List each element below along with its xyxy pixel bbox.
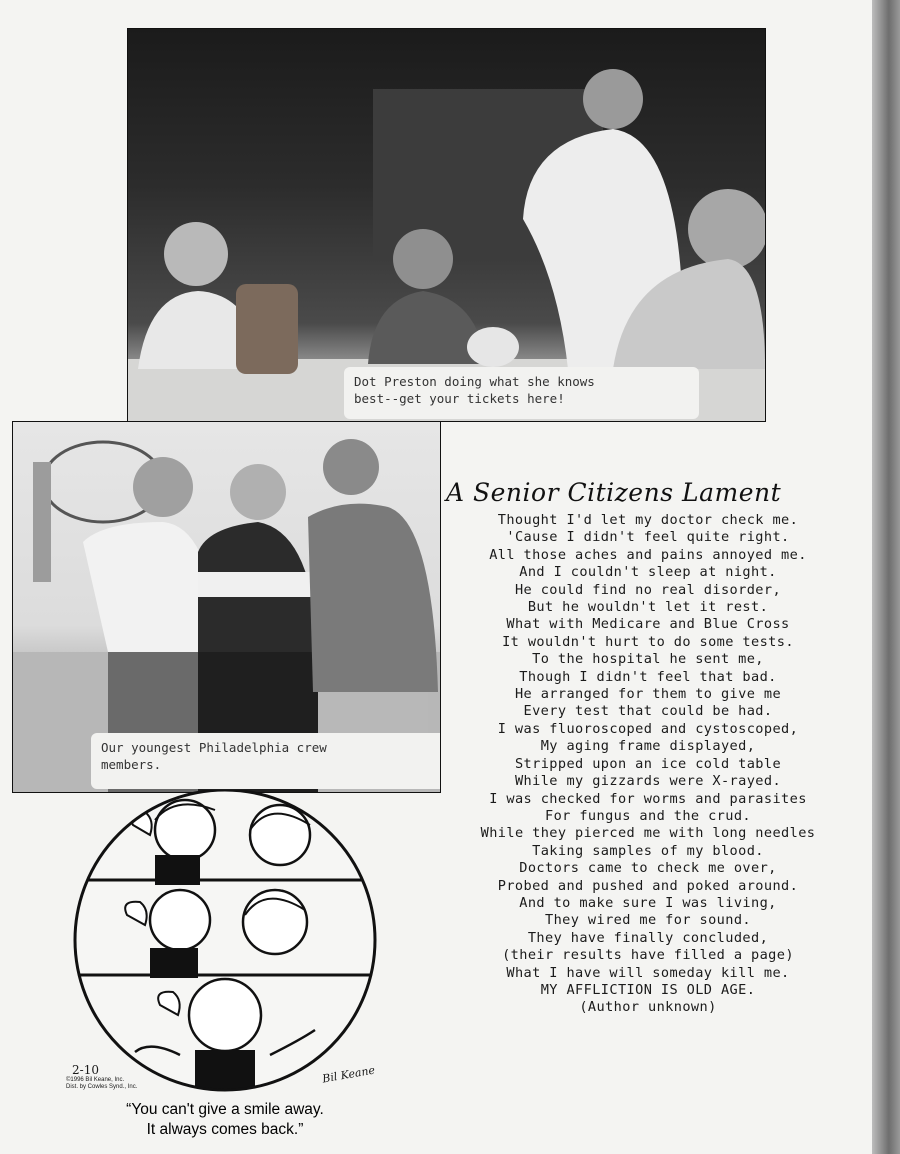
poem-line: For fungus and the crud.	[544, 807, 752, 824]
poem-line: While my gizzards were X-rayed.	[514, 773, 782, 790]
poem-line: What I have will someday kill me.	[506, 964, 790, 981]
poem-line: All those aches and pains annoyed me.	[489, 546, 807, 563]
poem-line: And to make sure I was living,	[519, 894, 777, 911]
poem-line: I was checked for worms and parasites	[489, 790, 807, 807]
poem-line: (Author unknown)	[579, 999, 717, 1016]
cartoonist-signature: Bil Keane	[321, 1063, 376, 1086]
poem-line: They have finally concluded,	[527, 929, 769, 946]
poem-line: Though I didn't feel that bad.	[519, 668, 777, 685]
photo-caption: Dot Preston doing what she knows best--get your tickets here!	[344, 367, 699, 419]
photo-caption: Our youngest Philadelphia crew members.	[91, 733, 441, 789]
poem-line: He could find no real disorder,	[514, 581, 782, 598]
poem-line: Thought I'd let my doctor check me.	[497, 512, 799, 528]
poem-line: What with Medicare and Blue Cross	[506, 616, 790, 633]
poem-line: While they pierced me with long needles	[480, 825, 816, 842]
poem-line: Stripped upon an ice cold table	[514, 755, 782, 772]
family-circus-cartoon	[55, 790, 395, 1100]
poem-line: They wired me for sound.	[544, 912, 752, 929]
poem-line: And I couldn't sleep at night.	[519, 564, 777, 581]
poem-line: It wouldn't hurt to do some tests.	[502, 633, 794, 650]
poem-line: Taking samples of my blood.	[532, 842, 764, 859]
photo-dot-preston-image	[128, 29, 765, 421]
poem-line: Every test that could be had.	[523, 703, 773, 720]
poem-line: He arranged for them to give me	[514, 686, 782, 703]
poem-line: 'Cause I didn't feel quite right.	[506, 529, 790, 546]
photo-philadelphia-crew	[12, 421, 441, 793]
poem-body	[428, 512, 868, 1017]
poem-line: I was fluoroscoped and cystoscoped,	[497, 720, 799, 737]
poem-line: Doctors came to check me over,	[519, 860, 777, 877]
poem-line: Probed and pushed and poked around.	[497, 877, 799, 894]
poem-line: MY AFFLICTION IS OLD AGE.	[540, 981, 756, 998]
photo-dot-preston	[127, 28, 766, 422]
poem-line: But he wouldn't let it rest.	[527, 599, 769, 616]
poem-line: To the hospital he sent me,	[532, 651, 764, 668]
cartoon-quote: “You can't give a smile away. It always comes back.”	[126, 1101, 324, 1138]
cartoon-credit: ©1996 Bil Keane, Inc. Dist. by Cowles Synd., Inc.	[66, 1077, 138, 1090]
cartoon-code: 2-10	[72, 1063, 99, 1077]
poem-line: (their results have filled a page)	[502, 947, 794, 964]
poem-line: My aging frame displayed,	[540, 738, 756, 755]
poem-title: A Senior Citizens Lament	[446, 478, 782, 507]
page-edge-shadow	[872, 0, 900, 1154]
